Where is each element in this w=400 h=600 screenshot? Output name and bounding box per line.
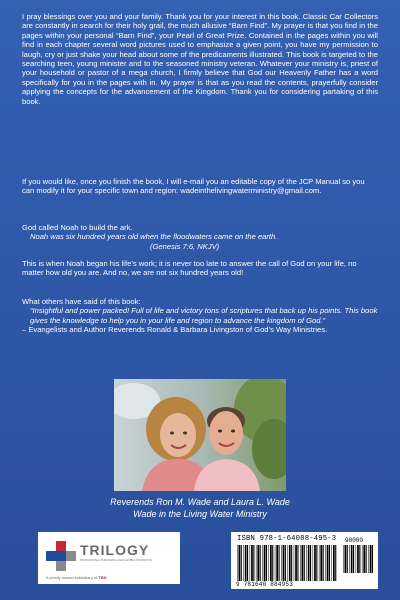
barcode-bar [285,545,286,581]
barcode-bar [335,545,336,581]
barcode-bar [372,545,373,573]
barcode-bar [287,545,288,581]
endorsement-block [22,297,378,335]
barcode-bar [357,545,359,573]
barcode-bar [308,545,310,581]
barcode-bar [241,545,242,581]
barcode-bar [297,545,298,581]
isbn-label: ISBN 978-1-64088-495-3 [237,535,337,543]
verse-reference: (Genesis 7:6, NKJV) [150,241,220,251]
barcode-bar [291,545,292,581]
barcode-bar [366,545,367,573]
publisher-name: TRILOGY [80,542,150,558]
barcode-bar [269,545,270,581]
barcode-bar [295,545,297,581]
barcode-bar [353,545,354,573]
barcode-bar [368,545,369,573]
barcode-addon-bars [343,545,373,573]
barcode-bar [260,545,261,581]
barcode-bar [250,545,251,581]
barcode-bar [264,545,266,581]
barcode-bar [310,545,311,581]
barcode-bar [345,545,347,573]
barcode-bar [262,545,263,581]
barcode-bar [253,545,254,581]
barcode-bar [356,545,357,573]
trilogy-cross-icon [46,541,76,571]
barcode-bar [302,545,304,581]
publisher-tagline: PROFESSIONAL PUBLISHING AND FLEXIBLE PROMOTION [80,559,153,562]
barcode-bar [239,545,241,581]
verse-intro: God called Noah to build the ark. [22,223,133,232]
barcode-bar [332,545,333,581]
publisher-subsidiary [46,575,107,580]
authors-photo [114,379,286,491]
tbn-logo: TBN [98,575,107,580]
barcode-bar [279,545,280,581]
barcode-bar [276,545,278,581]
barcode-bar [281,545,282,581]
subsidiary-text: A wholly owned subsidiary of [46,575,98,580]
barcode-bar [327,545,329,581]
barcode-bar [266,545,267,581]
barcode-bar [323,545,324,581]
barcode-bar [300,545,301,581]
barcode-bar [272,545,273,581]
barcode-bar [370,545,372,573]
barcode-bar [363,545,365,573]
barcode-bar [237,545,238,581]
scripture-block [22,223,378,251]
publisher-logo [38,532,180,584]
barcode-bar [349,545,350,573]
barcode-bar [351,545,353,573]
authors-caption-names: Reverends Ron M. Wade and Laura L. Wade [110,497,290,507]
barcode-bar [247,545,248,581]
endorsement-attribution: – Evangelists and Author Reverends Ronald & Barbara Livingston of God’s Way Ministries. [22,325,328,335]
barcode-bar [275,545,276,581]
intro-paragraph: I pray blessings over you and your family. Thank you for your interest in this book. Classic Car Collectors are constantly in search for their holy grail, the much allusive “Barn Find”. My prayer is that you find in the pages within your personal “Barn Find”, your Pearl of Great Prize. Contained in the pages within you will find in each chapter several word pictures used to emphasize a given point, you have my permission to laugh, cry or just shake your head about some of the predicaments illustrated. This book is targeted to the searching teen, young minister and to the seasoned ministry veteran. Whatever your ministry is, priest of your household or pastor of a mega church, I firmly believe that God our Heavenly Father has a word specifically for you in the pages with in. My prayer is that as you read the contents, prayerfully consider applying the concepts for the advancement of the Kingdom. Thank you for considering partaking of this book. [22,12,378,106]
barcode-bar [320,545,322,581]
barcode-bar [245,545,247,581]
barcode-addon-number: 90000 [345,537,364,544]
barcode-bar [306,545,307,581]
barcode-bar [243,545,244,581]
noah-paragraph: This is when Noah began his life’s work; it is never too late to answer the call of God on your life, no matter how old you are. And no, we are not six hundred years old! [22,259,357,278]
barcode-bars [237,545,337,581]
authors-caption-ministry: Wade in the Living Water Ministry [133,509,267,519]
barcode-bar [343,545,344,573]
barcode-bar [289,545,291,581]
barcode-bar [283,545,285,581]
barcode-bar [294,545,295,581]
verse-text: Noah was six hundred years old when the floodwaters came on the earth. [30,232,278,242]
barcode-bar [329,545,330,581]
barcode-bar [316,545,317,581]
barcode-bar [304,545,305,581]
barcode-bar [319,545,320,581]
barcode-bar [333,545,335,581]
barcode-bar [251,545,253,581]
barcode-bar [313,545,314,581]
barcode-bar [256,545,257,581]
endorsement-quote: “Insightful and power packed! Full of life and victory tons of scriptures that back up his points. This book gives the knowledge to help you in your life and region to advance the kingdom of God.” [30,306,378,325]
barcode-bar [347,545,348,573]
isbn-barcode [231,532,378,589]
authors-photo-illustration [114,379,286,491]
barcode-bar [270,545,272,581]
barcode-bar [362,545,363,573]
email-paragraph: If you would like, once you finish the book, I will e-mail you an editable copy of the JCP Manual so you can modify it for your specific town and region: wadeinthelivingwaterministry@gmail.com. [22,177,365,196]
barcode-bar [359,545,360,573]
barcode-number: 9 781640 884953 [236,581,294,588]
barcode-bar [325,545,326,581]
barcode-bar [257,545,259,581]
barcode-bar [314,545,316,581]
endorsement-heading: What others have said of this book: [22,297,141,306]
